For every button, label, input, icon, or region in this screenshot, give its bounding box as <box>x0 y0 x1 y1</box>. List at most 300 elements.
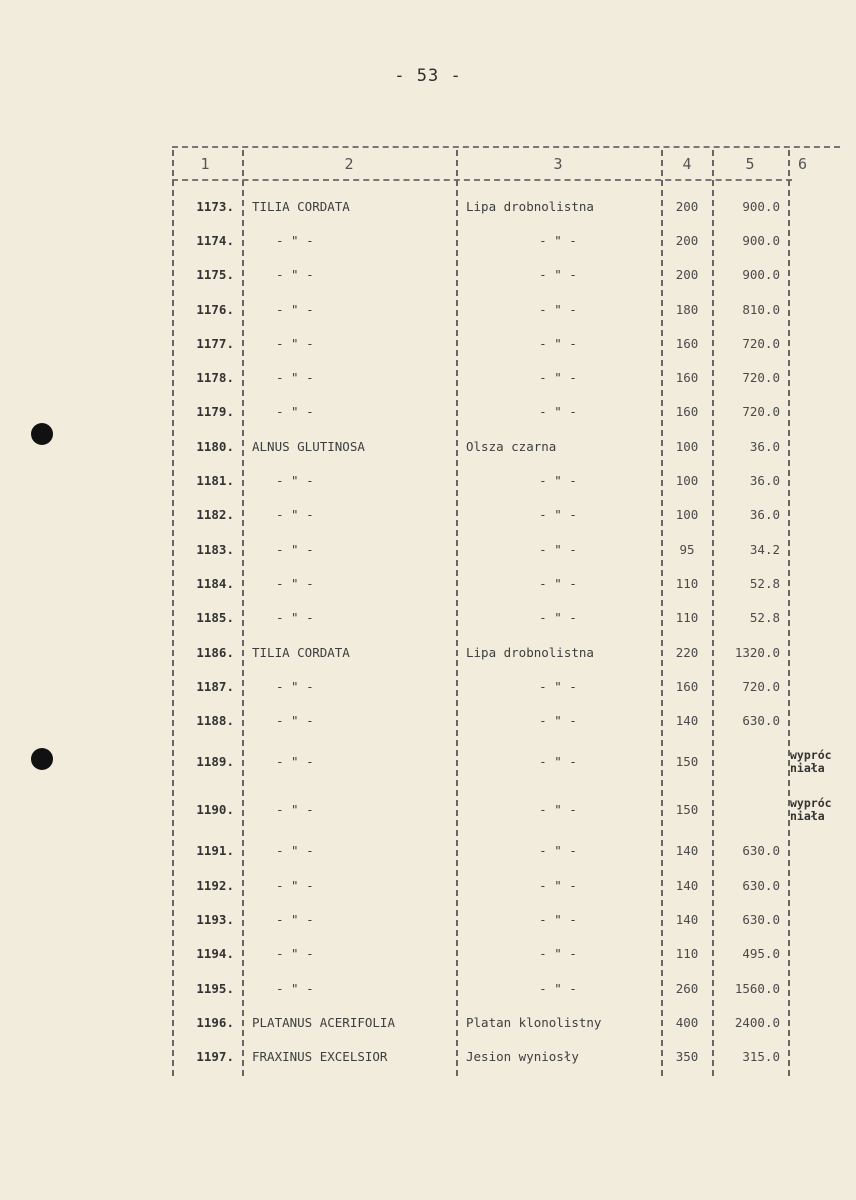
cell-col5 <box>714 463 786 497</box>
cell-note-text: wypróc niała <box>790 795 832 823</box>
cell-col4 <box>662 635 712 669</box>
cell-polish-name <box>458 1005 658 1039</box>
cell-latin-name-text: - " - <box>276 232 314 248</box>
table-row <box>172 635 840 669</box>
table-row <box>172 566 840 600</box>
cell-note <box>790 971 840 1005</box>
cell-col4 <box>662 1005 712 1039</box>
cell-note <box>790 902 840 936</box>
cell-note <box>790 738 840 786</box>
cell-col4 <box>662 786 712 834</box>
cell-col4-text: 140 <box>675 912 699 928</box>
cell-latin-name <box>242 1040 456 1074</box>
cell-note <box>790 566 840 600</box>
cell-col4 <box>662 498 712 532</box>
cell-note <box>790 361 840 395</box>
cell-latin-name-text: - " - <box>276 267 314 283</box>
cell-col4-text: 140 <box>675 877 699 893</box>
header-col-3: 3 <box>553 155 563 173</box>
cell-col5 <box>714 258 786 292</box>
cell-col5 <box>714 738 786 786</box>
cell-number-text: 1183. <box>196 541 234 557</box>
table-header-row <box>172 150 840 178</box>
table-row <box>172 258 840 292</box>
header-col-5: 5 <box>745 155 755 173</box>
cell-col4-text: 180 <box>675 301 699 317</box>
cell-number <box>172 1005 238 1039</box>
punch-hole-top <box>31 423 53 445</box>
cell-col5 <box>714 1040 786 1074</box>
cell-col4-text: 200 <box>675 267 699 283</box>
cell-latin-name <box>242 223 456 257</box>
cell-latin-name-text: - " - <box>276 980 314 996</box>
cell-note <box>790 395 840 429</box>
cell-number <box>172 532 238 566</box>
cell-latin-name <box>242 786 456 834</box>
cell-latin-name-text: ALNUS GLUTINOSA <box>252 438 365 454</box>
cell-polish-name-text: - " - <box>539 404 577 420</box>
cell-col4 <box>662 937 712 971</box>
cell-latin-name-text: TILIA CORDATA <box>252 644 350 660</box>
cell-col5-text: 52.8 <box>749 610 780 626</box>
cell-latin-name-text: - " - <box>276 507 314 523</box>
cell-polish-name <box>458 635 658 669</box>
cell-note <box>790 326 840 360</box>
cell-latin-name <box>242 971 456 1005</box>
cell-latin-name-text: - " - <box>276 912 314 928</box>
table-row <box>172 395 840 429</box>
cell-polish-name-text: - " - <box>539 232 577 248</box>
cell-number <box>172 704 238 738</box>
cell-number <box>172 971 238 1005</box>
cell-number <box>172 361 238 395</box>
cell-latin-name <box>242 635 456 669</box>
cell-latin-name <box>242 498 456 532</box>
cell-latin-name-text: FRAXINUS EXCELSIOR <box>252 1049 388 1065</box>
cell-latin-name <box>242 361 456 395</box>
cell-latin-name <box>242 704 456 738</box>
cell-latin-name <box>242 463 456 497</box>
cell-col4 <box>662 361 712 395</box>
cell-number-text: 1193. <box>196 912 234 928</box>
cell-polish-name-text: - " - <box>539 610 577 626</box>
cell-number-text: 1192. <box>196 877 234 893</box>
cell-col4-text: 200 <box>675 198 699 214</box>
cell-number-text: 1181. <box>196 473 234 489</box>
cell-number-text: 1194. <box>196 946 234 962</box>
table-row <box>172 868 840 902</box>
cell-number <box>172 395 238 429</box>
cell-col4-text: 200 <box>675 232 699 248</box>
cell-polish-name-text: - " - <box>539 301 577 317</box>
cell-polish-name-text: - " - <box>539 877 577 893</box>
cell-latin-name-text: - " - <box>276 946 314 962</box>
cell-number-text: 1195. <box>196 980 234 996</box>
cell-col5 <box>714 868 786 902</box>
cell-col5 <box>714 566 786 600</box>
cell-latin-name <box>242 601 456 635</box>
cell-note <box>790 429 840 463</box>
cell-note-text: wypróc niała <box>790 747 832 775</box>
cell-col5 <box>714 361 786 395</box>
cell-polish-name-text: Lipa drobnolistna <box>466 644 594 660</box>
cell-latin-name-text: - " - <box>276 713 314 729</box>
table-row <box>172 189 840 223</box>
table-row <box>172 292 840 326</box>
cell-latin-name <box>242 258 456 292</box>
cell-col5 <box>714 532 786 566</box>
cell-polish-name <box>458 971 658 1005</box>
cell-polish-name <box>458 223 658 257</box>
cell-number-text: 1182. <box>196 507 234 523</box>
cell-latin-name-text: - " - <box>276 802 314 818</box>
cell-col5 <box>714 669 786 703</box>
cell-col4-text: 160 <box>675 404 699 420</box>
punch-hole-bottom <box>31 748 53 770</box>
cell-col4-text: 110 <box>675 575 699 591</box>
cell-latin-name-text: - " - <box>276 754 314 770</box>
cell-latin-name <box>242 669 456 703</box>
table-row <box>172 532 840 566</box>
cell-polish-name <box>458 292 658 326</box>
cell-col5-text: 1320.0 <box>734 644 780 660</box>
cell-polish-name-text: - " - <box>539 507 577 523</box>
cell-col4 <box>662 463 712 497</box>
cell-number <box>172 498 238 532</box>
cell-polish-name-text: Jesion wyniosły <box>466 1049 579 1065</box>
cell-col4-text: 110 <box>675 610 699 626</box>
cell-number <box>172 786 238 834</box>
cell-latin-name <box>242 902 456 936</box>
table-row <box>172 498 840 532</box>
cell-col4-text: 260 <box>675 980 699 996</box>
cell-number-text: 1174. <box>196 232 234 248</box>
cell-polish-name-text: Platan klonolistny <box>466 1014 602 1030</box>
cell-col5 <box>714 902 786 936</box>
cell-latin-name-text: - " - <box>276 678 314 694</box>
cell-latin-name <box>242 429 456 463</box>
cell-polish-name-text: - " - <box>539 754 577 770</box>
cell-number <box>172 635 238 669</box>
cell-polish-name-text: - " - <box>539 575 577 591</box>
table-header-rule <box>172 179 792 181</box>
cell-latin-name <box>242 937 456 971</box>
cell-note <box>790 258 840 292</box>
cell-polish-name-text: - " - <box>539 713 577 729</box>
cell-number-text: 1191. <box>196 843 234 859</box>
cell-polish-name <box>458 937 658 971</box>
cell-note <box>790 292 840 326</box>
cell-number-text: 1186. <box>196 644 234 660</box>
cell-polish-name <box>458 902 658 936</box>
cell-polish-name-text: - " - <box>539 843 577 859</box>
cell-note <box>790 189 840 223</box>
cell-number <box>172 738 238 786</box>
cell-latin-name <box>242 868 456 902</box>
cell-col4-text: 110 <box>675 946 699 962</box>
cell-note <box>790 786 840 834</box>
cell-number <box>172 258 238 292</box>
cell-col5-text: 315.0 <box>742 1049 780 1065</box>
cell-col4 <box>662 902 712 936</box>
cell-col4-text: 140 <box>675 713 699 729</box>
cell-number-text: 1187. <box>196 678 234 694</box>
cell-col4-text: 140 <box>675 843 699 859</box>
cell-col5-text: 495.0 <box>742 946 780 962</box>
cell-number <box>172 189 238 223</box>
cell-note <box>790 463 840 497</box>
cell-col4 <box>662 532 712 566</box>
cell-polish-name <box>458 395 658 429</box>
cell-col4-text: 400 <box>675 1014 699 1030</box>
cell-number-text: 1190. <box>196 802 234 818</box>
cell-polish-name <box>458 566 658 600</box>
cell-col5-text: 630.0 <box>742 877 780 893</box>
cell-col5 <box>714 223 786 257</box>
cell-col5-text: 630.0 <box>742 912 780 928</box>
cell-polish-name <box>458 669 658 703</box>
table-row <box>172 902 840 936</box>
cell-col4-text: 150 <box>675 754 699 770</box>
table-row <box>172 669 840 703</box>
cell-col5 <box>714 498 786 532</box>
cell-col4-text: 150 <box>675 802 699 818</box>
cell-col4 <box>662 189 712 223</box>
cell-col4-text: 350 <box>675 1049 699 1065</box>
table-row <box>172 704 840 738</box>
cell-number <box>172 463 238 497</box>
cell-col5-text: 900.0 <box>742 232 780 248</box>
cell-number <box>172 566 238 600</box>
cell-col4 <box>662 292 712 326</box>
cell-polish-name <box>458 738 658 786</box>
cell-col4 <box>662 971 712 1005</box>
cell-polish-name-text: - " - <box>539 370 577 386</box>
cell-polish-name-text: - " - <box>539 267 577 283</box>
cell-col4 <box>662 429 712 463</box>
cell-col4-text: 100 <box>675 507 699 523</box>
cell-polish-name-text: - " - <box>539 946 577 962</box>
cell-note <box>790 1005 840 1039</box>
cell-latin-name-text: TILIA CORDATA <box>252 198 350 214</box>
cell-polish-name <box>458 704 658 738</box>
cell-number-text: 1197. <box>196 1049 234 1065</box>
cell-number <box>172 223 238 257</box>
cell-number <box>172 326 238 360</box>
cell-number-text: 1189. <box>196 754 234 770</box>
table-row <box>172 223 840 257</box>
cell-number <box>172 429 238 463</box>
cell-latin-name <box>242 1005 456 1039</box>
cell-polish-name <box>458 463 658 497</box>
cell-polish-name <box>458 189 658 223</box>
cell-latin-name <box>242 834 456 868</box>
cell-col4 <box>662 566 712 600</box>
cell-polish-name <box>458 786 658 834</box>
cell-polish-name-text: - " - <box>539 980 577 996</box>
cell-number-text: 1196. <box>196 1014 234 1030</box>
page-number: - 53 - <box>394 66 462 86</box>
header-col-6: 6 <box>798 155 808 173</box>
cell-col5 <box>714 704 786 738</box>
cell-latin-name-text: - " - <box>276 610 314 626</box>
cell-number <box>172 292 238 326</box>
cell-note <box>790 635 840 669</box>
cell-col5-text: 630.0 <box>742 713 780 729</box>
cell-latin-name-text: - " - <box>276 301 314 317</box>
cell-col4 <box>662 326 712 360</box>
cell-polish-name-text: Olsza czarna <box>466 438 557 454</box>
cell-col5 <box>714 937 786 971</box>
table-row <box>172 1040 840 1074</box>
cell-latin-name <box>242 292 456 326</box>
cell-number-text: 1184. <box>196 575 234 591</box>
table-row <box>172 971 840 1005</box>
cell-number <box>172 601 238 635</box>
cell-col5-text: 2400.0 <box>734 1014 780 1030</box>
cell-note <box>790 223 840 257</box>
cell-col4-text: 100 <box>675 438 699 454</box>
cell-col4 <box>662 395 712 429</box>
cell-col5-text: 52.8 <box>749 575 780 591</box>
cell-col4 <box>662 601 712 635</box>
table-row <box>172 463 840 497</box>
cell-col5 <box>714 292 786 326</box>
cell-note <box>790 834 840 868</box>
cell-latin-name <box>242 395 456 429</box>
table-row <box>172 1005 840 1039</box>
cell-number-text: 1173. <box>196 198 234 214</box>
cell-number <box>172 1040 238 1074</box>
cell-polish-name <box>458 1040 658 1074</box>
cell-number <box>172 834 238 868</box>
cell-polish-name <box>458 532 658 566</box>
cell-note <box>790 532 840 566</box>
cell-col5-text: 36.0 <box>749 473 780 489</box>
cell-col5-text: 810.0 <box>742 301 780 317</box>
cell-number-text: 1177. <box>196 335 234 351</box>
cell-polish-name <box>458 361 658 395</box>
table-row <box>172 834 840 868</box>
cell-latin-name <box>242 566 456 600</box>
cell-note <box>790 1040 840 1074</box>
cell-latin-name <box>242 189 456 223</box>
cell-number-text: 1185. <box>196 610 234 626</box>
cell-col4 <box>662 704 712 738</box>
cell-col5-text: 720.0 <box>742 404 780 420</box>
cell-col4 <box>662 868 712 902</box>
cell-polish-name-text: - " - <box>539 335 577 351</box>
cell-number <box>172 937 238 971</box>
cell-number-text: 1179. <box>196 404 234 420</box>
cell-number-text: 1178. <box>196 370 234 386</box>
cell-col5-text: 34.2 <box>749 541 780 557</box>
cell-col4-text: 160 <box>675 370 699 386</box>
cell-number <box>172 902 238 936</box>
cell-col4 <box>662 834 712 868</box>
cell-col5 <box>714 601 786 635</box>
cell-col5 <box>714 635 786 669</box>
cell-polish-name-text: - " - <box>539 802 577 818</box>
cell-col5 <box>714 326 786 360</box>
cell-polish-name <box>458 258 658 292</box>
table-row <box>172 361 840 395</box>
cell-col5-text: 900.0 <box>742 198 780 214</box>
cell-latin-name-text: - " - <box>276 370 314 386</box>
cell-note <box>790 937 840 971</box>
cell-col5-text: 1560.0 <box>734 980 780 996</box>
header-col-4: 4 <box>682 155 692 173</box>
table-row <box>172 326 840 360</box>
cell-polish-name-text: - " - <box>539 678 577 694</box>
cell-number-text: 1188. <box>196 713 234 729</box>
cell-note <box>790 868 840 902</box>
cell-col5 <box>714 834 786 868</box>
cell-col5 <box>714 971 786 1005</box>
cell-latin-name-text: - " - <box>276 877 314 893</box>
cell-col4-text: 220 <box>675 644 699 660</box>
cell-col5 <box>714 429 786 463</box>
cell-number-text: 1175. <box>196 267 234 283</box>
cell-polish-name <box>458 834 658 868</box>
cell-latin-name-text: - " - <box>276 335 314 351</box>
cell-polish-name <box>458 498 658 532</box>
cell-polish-name-text: - " - <box>539 541 577 557</box>
cell-col4-text: 95 <box>679 541 695 557</box>
cell-polish-name <box>458 601 658 635</box>
cell-polish-name-text: - " - <box>539 912 577 928</box>
cell-latin-name-text: - " - <box>276 404 314 420</box>
cell-col5-text: 720.0 <box>742 335 780 351</box>
cell-latin-name <box>242 532 456 566</box>
inventory-table <box>172 146 840 1076</box>
cell-latin-name-text: - " - <box>276 575 314 591</box>
cell-latin-name-text: - " - <box>276 473 314 489</box>
table-row <box>172 429 840 463</box>
cell-col5 <box>714 189 786 223</box>
cell-note <box>790 704 840 738</box>
cell-col4 <box>662 258 712 292</box>
cell-col4-text: 100 <box>675 473 699 489</box>
table-row <box>172 738 840 786</box>
cell-col4 <box>662 669 712 703</box>
cell-polish-name <box>458 429 658 463</box>
cell-polish-name <box>458 868 658 902</box>
cell-note <box>790 669 840 703</box>
cell-col4 <box>662 1040 712 1074</box>
header-col-2: 2 <box>344 155 354 173</box>
cell-latin-name <box>242 326 456 360</box>
cell-col5-text: 36.0 <box>749 507 780 523</box>
cell-col5-text: 630.0 <box>742 843 780 859</box>
table-row <box>172 601 840 635</box>
cell-latin-name <box>242 738 456 786</box>
cell-col5-text: 720.0 <box>742 370 780 386</box>
cell-number <box>172 669 238 703</box>
table-row <box>172 786 840 834</box>
cell-col4-text: 160 <box>675 678 699 694</box>
cell-col5-text: 720.0 <box>742 678 780 694</box>
table-row <box>172 937 840 971</box>
cell-col5 <box>714 786 786 834</box>
cell-note <box>790 498 840 532</box>
cell-latin-name-text: PLATANUS ACERIFOLIA <box>252 1014 395 1030</box>
cell-latin-name-text: - " - <box>276 541 314 557</box>
cell-number <box>172 868 238 902</box>
cell-polish-name <box>458 326 658 360</box>
cell-col4 <box>662 223 712 257</box>
cell-number-text: 1180. <box>196 438 234 454</box>
